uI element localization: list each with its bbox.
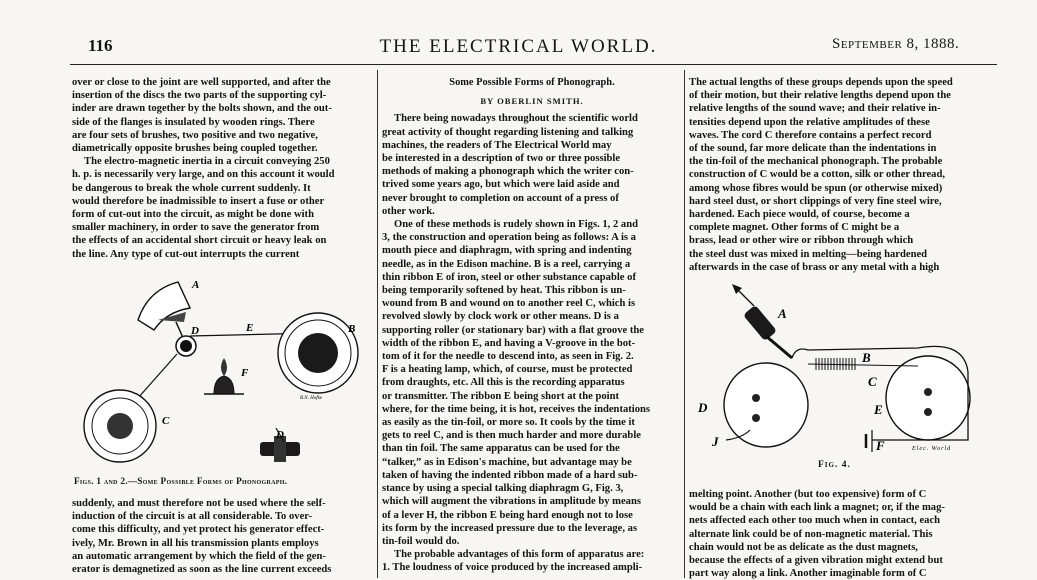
right-column-top-text bbox=[689, 76, 991, 274]
text-line: stance by using a special talking diaphragm G, Fig. 3, bbox=[382, 483, 624, 495]
text-line: brass, lead or other wire or ribbon through which bbox=[689, 235, 914, 247]
text-line: nets affected each other too much when in contact, each bbox=[689, 515, 941, 527]
left-column-top-text bbox=[72, 76, 374, 261]
text-line: melting point. Another (but too expensive) form of C bbox=[689, 489, 927, 500]
text-line: trived some years ago, but which were laid aside and bbox=[382, 179, 620, 191]
label-d: D bbox=[191, 325, 199, 337]
text-line: machines, the readers of The Electrical World may bbox=[382, 139, 612, 151]
text-line: would therefore be inadmissible to insert a fuse or other bbox=[72, 195, 325, 207]
text-line: methods of making a phonograph which the writer con- bbox=[382, 166, 634, 178]
text-line: induction of the circuit is at all considerable. To over- bbox=[72, 511, 313, 523]
text-line: are four sets of brushes, two positive and two negative, bbox=[72, 129, 318, 141]
text-line: One of these methods is rudely shown in Figs. 1, 2 and bbox=[394, 219, 638, 231]
text-line: hard steel dust, or short clippings of very fine steel wire, bbox=[689, 195, 942, 207]
text-line: over or close to the joint are well supported, and after the bbox=[72, 77, 331, 88]
text-line: never brought to completion on account of a press of bbox=[382, 192, 619, 204]
label-c: C bbox=[162, 415, 170, 427]
text-line: be interested in a description of two or three possible bbox=[382, 153, 621, 165]
text-line: which will augment the vibrations in amplitude by means bbox=[382, 496, 641, 508]
label-f: F bbox=[876, 438, 885, 452]
text-line: complete magnet. Other forms of C might be a bbox=[689, 222, 900, 234]
column-divider-right bbox=[684, 70, 685, 578]
text-line: gets to reel C, and is then much harder and more durable bbox=[382, 430, 641, 442]
figure-4-caption: Fig. 4. bbox=[818, 460, 851, 470]
text-line: of their motion, but their relative lengths depend upon the bbox=[689, 90, 951, 102]
journal-title: THE ELECTRICAL WORLD. bbox=[379, 36, 658, 57]
text-line: The probable advantages of this form of apparatus are: bbox=[394, 549, 645, 561]
text-line: F is a heating lamp, which, of course, must be protected bbox=[382, 364, 633, 376]
text-line: part way along a link. Another imaginable form of C bbox=[689, 568, 927, 580]
label-e: E bbox=[874, 402, 883, 417]
reel-e-hole-1 bbox=[924, 388, 932, 396]
figure-4 bbox=[696, 280, 994, 452]
label-d: D bbox=[698, 400, 708, 415]
reel-e-hole-2 bbox=[924, 408, 932, 416]
text-line: its form by the increased pressure due to the leverage, as bbox=[382, 522, 638, 534]
figure-1-2-drawing bbox=[78, 268, 374, 473]
text-line: side of the flanges is insulated by wooden rings. There bbox=[72, 116, 315, 128]
text-line: from draughts, etc. All this is the recording apparatus bbox=[382, 377, 625, 389]
text-line: the line. Any type of cut-out interrupts the current bbox=[72, 248, 300, 260]
text-line: being temporarily softened by heat. This ribbon is un- bbox=[382, 285, 626, 297]
text-line: among whose fibres would be spun (or otherwise mixed) bbox=[689, 182, 943, 194]
figure-1-2 bbox=[78, 268, 374, 473]
right-column-bottom-text bbox=[689, 488, 991, 580]
label-d-fig2: D bbox=[276, 429, 284, 441]
text-line: diametrically opposite brushes being coupled together. bbox=[72, 143, 318, 155]
text-line: suddenly, and must therefore not be used where the self- bbox=[72, 498, 326, 509]
lamp-body bbox=[214, 376, 234, 394]
mouthpiece-a-shape bbox=[743, 305, 777, 341]
text-line: thin ribbon E of iron, steel or other substance capable of bbox=[382, 271, 636, 283]
label-a: A bbox=[778, 306, 787, 321]
text-line: come this difficulty, and yet protect his generator effect- bbox=[72, 524, 325, 536]
engraver-signature: Elec. World bbox=[912, 446, 952, 452]
text-line: mouth piece and diaphragm, with spring and indenting bbox=[382, 245, 632, 257]
column-divider-left bbox=[377, 70, 378, 578]
text-line: afterwards in the case of brass or any metal with a high bbox=[689, 261, 940, 273]
text-line: erator is demagnetized as soon as the line current exceeds bbox=[72, 564, 332, 576]
text-line: h. p. is necessarily very large, and on this account it would bbox=[72, 169, 335, 181]
label-b: B bbox=[862, 350, 871, 365]
engraver-signature: B.N. Hofke bbox=[300, 396, 323, 401]
text-line: or transmitter. The ribbon E being short at the point bbox=[382, 390, 620, 402]
text-line: The actual lengths of these groups depends upon the speed bbox=[689, 77, 953, 88]
text-line: smaller machinery, in order to save the generator from bbox=[72, 222, 320, 234]
label-j: J bbox=[712, 434, 719, 449]
article-title: Some Possible Forms of Phonograph. bbox=[449, 77, 615, 88]
text-line: taken of having the indented ribbon made of a hard sub- bbox=[382, 469, 638, 481]
mouthpiece-stem bbox=[766, 336, 792, 358]
label-c: C bbox=[868, 374, 877, 389]
text-line: construction of C would be a cotton, silk or other thread, bbox=[689, 169, 946, 181]
reel-c-hub bbox=[107, 413, 133, 439]
header-rule bbox=[70, 64, 997, 65]
label-a: A bbox=[192, 279, 200, 291]
article-byline: BY OBERLIN SMITH. bbox=[480, 96, 584, 107]
left-column-bottom-text bbox=[72, 497, 374, 576]
text-line: chain would not be as delicate as the dust magnets, bbox=[689, 541, 918, 553]
text-line: where, for the time being, it is hot, receives the indentations bbox=[382, 403, 651, 415]
text-line: of the sound, far more delicate than the indentations in bbox=[689, 143, 937, 155]
reel-e-shape bbox=[886, 356, 970, 440]
text-line: an automatic arrangement by which the field of the gen- bbox=[72, 550, 326, 562]
text-line: tin-foil would do. bbox=[382, 535, 460, 547]
text-line: tensities depend upon the relative amplitudes of these bbox=[689, 116, 930, 128]
text-line: ively, Mr. Brown in all his transmission plants employs bbox=[72, 537, 319, 549]
text-line: the tin-foil of the mechanical phonograph. The probable bbox=[689, 156, 943, 168]
page-header bbox=[0, 0, 1037, 66]
mouthpiece-shape bbox=[138, 282, 190, 330]
text-line: tom of it for the needle to descend into, as seen in Fig. 2. bbox=[382, 351, 634, 363]
text-line: needle, as in the Edison machine. B is a reel, carrying a bbox=[382, 258, 631, 270]
text-line: The electro-magnetic inertia in a circuit conveying 250 bbox=[84, 156, 330, 168]
text-line: 3, the construction and operation being as follows: A is a bbox=[382, 232, 636, 244]
text-line: form of cut-out into the circuit, as might be done with bbox=[72, 209, 314, 221]
text-line: supporting roller (or stationary bar) with a flat groove the bbox=[382, 324, 644, 336]
text-line: great activity of thought regarding listening and talking bbox=[382, 126, 634, 138]
reel-d-shape bbox=[724, 363, 808, 447]
text-line: relative lengths of the sound wave; and their relative in- bbox=[689, 103, 941, 115]
text-line: wound from B and wound on to another reel C, which is bbox=[382, 298, 636, 310]
issue-date: September 8, 1888. bbox=[832, 36, 960, 52]
text-line: inder are drawn together by the bolts shown, and the out- bbox=[72, 103, 332, 115]
text-line: width of the ribbon E, and having a V-groove in the bot- bbox=[382, 337, 636, 349]
text-line: insertion of the discs the two parts of the supporting cyl- bbox=[72, 90, 327, 102]
lamp-flame bbox=[221, 358, 227, 376]
reel-b-hub bbox=[298, 333, 338, 373]
text-line: hardened. Each piece would, of course, become a bbox=[689, 209, 910, 221]
page-number: 116 bbox=[88, 36, 113, 55]
text-line: the steel dust was mixed in melting—being hardened bbox=[689, 248, 928, 260]
text-line: the effects of an accidental short circuit or heavy leak on bbox=[72, 235, 327, 247]
roller-d-hub bbox=[180, 340, 192, 352]
figure-4-drawing bbox=[696, 280, 994, 452]
reel-d-hole-1 bbox=[752, 394, 760, 402]
text-line: other work. bbox=[382, 205, 435, 217]
text-line: than tin foil. The same apparatus can be used for the bbox=[382, 443, 620, 455]
text-line: alternate link could be of non-magnetic material. This bbox=[689, 528, 933, 540]
reel-d-hole-2 bbox=[752, 414, 760, 422]
label-f: F bbox=[241, 367, 249, 379]
text-line: There being nowadays throughout the scientific world bbox=[394, 113, 638, 125]
text-line: waves. The cord C therefore contains a perfect record bbox=[689, 129, 932, 141]
figure-1-2-caption: Figs. 1 and 2.—Some Possible Forms of Phonograph. bbox=[74, 476, 288, 486]
label-b: B bbox=[348, 323, 356, 335]
text-line: because the effects of a given vibration might extend but bbox=[689, 555, 943, 567]
text-line: would be a chain with each link a magnet; or, if the mag- bbox=[689, 502, 945, 514]
text-line: 1. The loudness of voice produced by the increased ampli- bbox=[382, 562, 643, 574]
label-e: E bbox=[246, 322, 254, 334]
text-line: revolved slowly by clock work or other means. D is a bbox=[382, 311, 619, 323]
text-line: as easily as the tin-foil, or more so. It cools by the time it bbox=[382, 417, 635, 429]
text-line: of a lever H, the ribbon E being hard enough not to lose bbox=[382, 509, 633, 521]
text-line: be dangerous to break the whole current suddenly. It bbox=[72, 182, 311, 194]
middle-column-text bbox=[382, 76, 682, 575]
text-line: “talker,” as in Edison's machine, but advantage may be bbox=[382, 456, 632, 468]
